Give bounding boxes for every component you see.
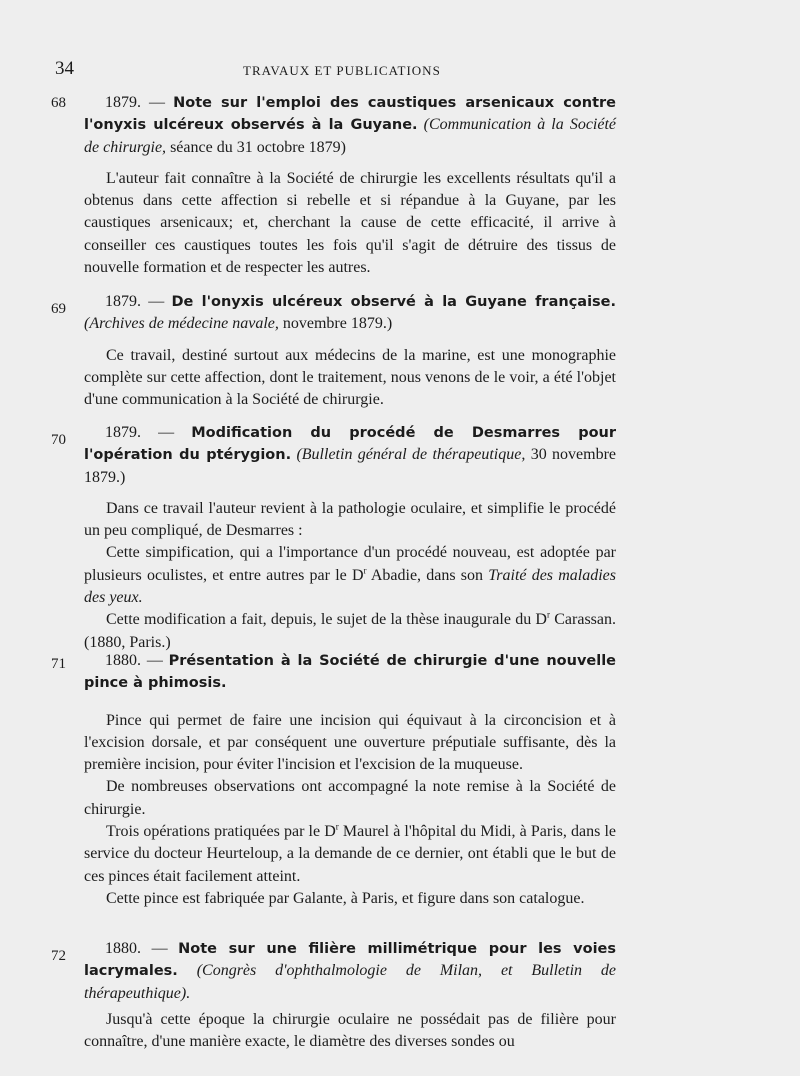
entry-year: 1879. — [105, 94, 166, 111]
entry-title-text: Note sur l'emploi des caustiques arsenicaux contre l'onyxis ulcéreux observés à la Guyane. [84, 95, 617, 134]
entry-paragraph: Pince qui permet de faire une incision qui équivaut à la circoncision et à l'excision dorsale, et par conséquent une ouverture préputiale suffisante, dès la première incision, pour éviter l'incision et l'excision de la muqueuse. [84, 711, 616, 774]
entry-number: 71 [51, 656, 66, 672]
entry-paragraph: Cette pince est fabriquée par Galante, à Paris, et figure dans son catalogue. [106, 889, 585, 907]
entry-year: 1880. — [105, 652, 163, 669]
entry-paragraph: Cette simpification, qui a l'importance d'un procédé nouveau, est adoptée par plusieurs oculistes, et entre autres par le $D^r$ Abadie, dans son Traité des maladies des yeux. [84, 544, 617, 607]
entry-source: (Communication à la Société de chirurgie, [84, 116, 617, 156]
entry-source: (Congrès d'ophthalmologie de Milan, et Bulletin de thérapeuthique). [84, 962, 617, 1002]
entry-title-text: Présentation à la Société de chirurgie d'une nouvelle pince à phimosis. [84, 653, 617, 692]
running-head: TRAVAUX ET PUBLICATIONS [243, 63, 441, 78]
entry-paragraph: L'auteur fait connaître à la Société de chirurgie les excellents résultats qu'il a obtenus dans cette affection si rebelle et si répandue à la Guyane, par les caustiques arsenicaux; et, cherchant la cause de cette efficacité, il arrive à conseiller ces caustiques toutes les fois qu'il s'agit de détruire des tissus de nouvelle formation et de respecter les autres. [84, 169, 616, 277]
entry-72 [51, 938, 617, 1053]
entry-source-rest: novembre 1879.) [282, 315, 393, 333]
entry-title-text: Note sur une filière millimétrique pour les voies lacrymales. [84, 941, 617, 980]
entry-70 [51, 422, 617, 654]
entry-69 [51, 291, 617, 411]
entry-title [84, 650, 616, 695]
entry-year: 1879. — [105, 424, 175, 441]
entry-paragraph: Dans ce travail l'auteur revient à la pathologie oculaire, et simplifie le procédé un peu compliqué, de Desmarres : [84, 499, 616, 540]
entry-year: 1879. — [105, 293, 165, 310]
entry-68 [51, 92, 617, 279]
entry-title-text: De l'onyxis ulcéreux observé à la Guyane française. [171, 294, 617, 310]
page-number: 34 [55, 58, 74, 79]
entry-number: 70 [51, 432, 66, 448]
entry-number: 68 [51, 95, 66, 111]
entry-title [84, 938, 616, 1005]
entry-source: (Bulletin général de thérapeutique, [296, 446, 526, 464]
entry-title [84, 422, 616, 489]
entry-paragraph: Trois opérations pratiquées par le $D^r$ Maurel à l'hôpital du Midi, à Paris, dans le service du docteur Heurteloup, a la demande de ce dernier, ont établi que le but de ces pinces était facilement atteint. [84, 821, 616, 885]
entry-source: (Archives de médecine navale, [84, 315, 279, 333]
entry-paragraph: Ce travail, destiné surtout aux médecins de la marine, est une monographie complète sur cette affection, dont le traitement, nous venons de le voir, a été l'objet d'une communication à la Société de chirurgie. [84, 346, 616, 409]
entry-title [84, 92, 616, 159]
entry-paragraph: Cette modification a fait, depuis, le sujet de la thèse inaugurale du $D^r$ Carassan. (1880, Paris.) [84, 610, 616, 651]
page-header [0, 58, 800, 82]
entry-title [84, 291, 616, 336]
entry-71 [51, 650, 617, 910]
entry-number: 72 [51, 948, 66, 964]
entry-paragraph: De nombreuses observations ont accompagné la note remise à la Société de chirurgie. [84, 778, 616, 818]
entry-paragraph: Jusqu'à cette époque la chirurgie oculaire ne possédait pas de filière pour connaître, d'une manière exacte, le diamètre des diverses sondes ou [84, 1010, 616, 1051]
entry-source-rest: 30 novembre 1879.) [84, 446, 617, 486]
entry-source-rest: séance du 31 octobre 1879) [170, 138, 346, 156]
entry-year: 1880. — [105, 940, 168, 957]
entry-number: 69 [51, 301, 66, 317]
entry-title-text: Modification du procédé de Desmarres pour l'opération du ptérygion. [84, 425, 617, 464]
